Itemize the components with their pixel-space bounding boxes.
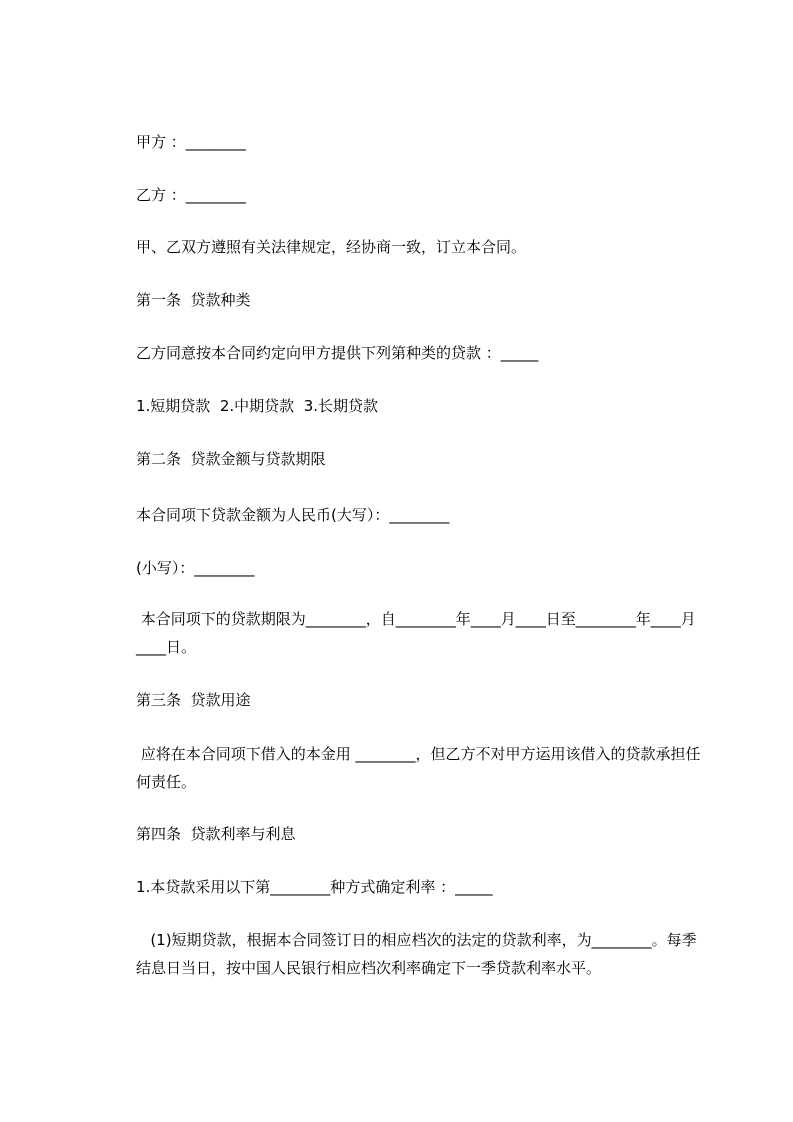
article3-title: 第三条 贷款用途 bbox=[136, 691, 251, 709]
article2-term-paragraph: 本合同项下的贷款期限为________，自________年____月____日至________年____月____日。 bbox=[136, 610, 696, 656]
article1-text: 乙方同意按本合同约定向甲方提供下列第种类的贷款 ：_____ bbox=[136, 344, 539, 362]
party-a-line: 甲方 ：________ bbox=[136, 133, 246, 151]
preamble-text: 甲、乙双方遵照有关法律规定，经协商一致，订立本合同。 bbox=[136, 238, 527, 256]
article1-options: 1.短期贷款 2.中期贷款 3.长期贷款 bbox=[136, 397, 379, 415]
article4-title: 第四条 贷款利率与利息 bbox=[136, 825, 296, 843]
article2-amount-lower: (小写）：________ bbox=[136, 559, 255, 577]
article3-paragraph: 应将在本合同项下借入的本金用 ________，但乙方不对甲方运用该借入的贷款承担任何责任。 bbox=[136, 745, 701, 791]
article4-item1-sub1-paragraph: (1)短期贷款，根据本合同签订日的相应档次的法定的贷款利率，为________。每季结息日当日，按中国人民银行相应档次利率确定下一季贷款利率水平。 bbox=[136, 931, 697, 977]
article2-title: 第二条 贷款金额与贷款期限 bbox=[136, 450, 326, 468]
article4-item1: 1.本贷款采用以下第________种方式确定利率 ：_____ bbox=[136, 878, 493, 896]
article2-amount-upper: 本合同项下贷款金额为人民币(大写）：________ bbox=[136, 506, 450, 524]
party-b-line: 乙方 ：________ bbox=[136, 186, 246, 204]
article1-title: 第一条 贷款种类 bbox=[136, 291, 251, 309]
